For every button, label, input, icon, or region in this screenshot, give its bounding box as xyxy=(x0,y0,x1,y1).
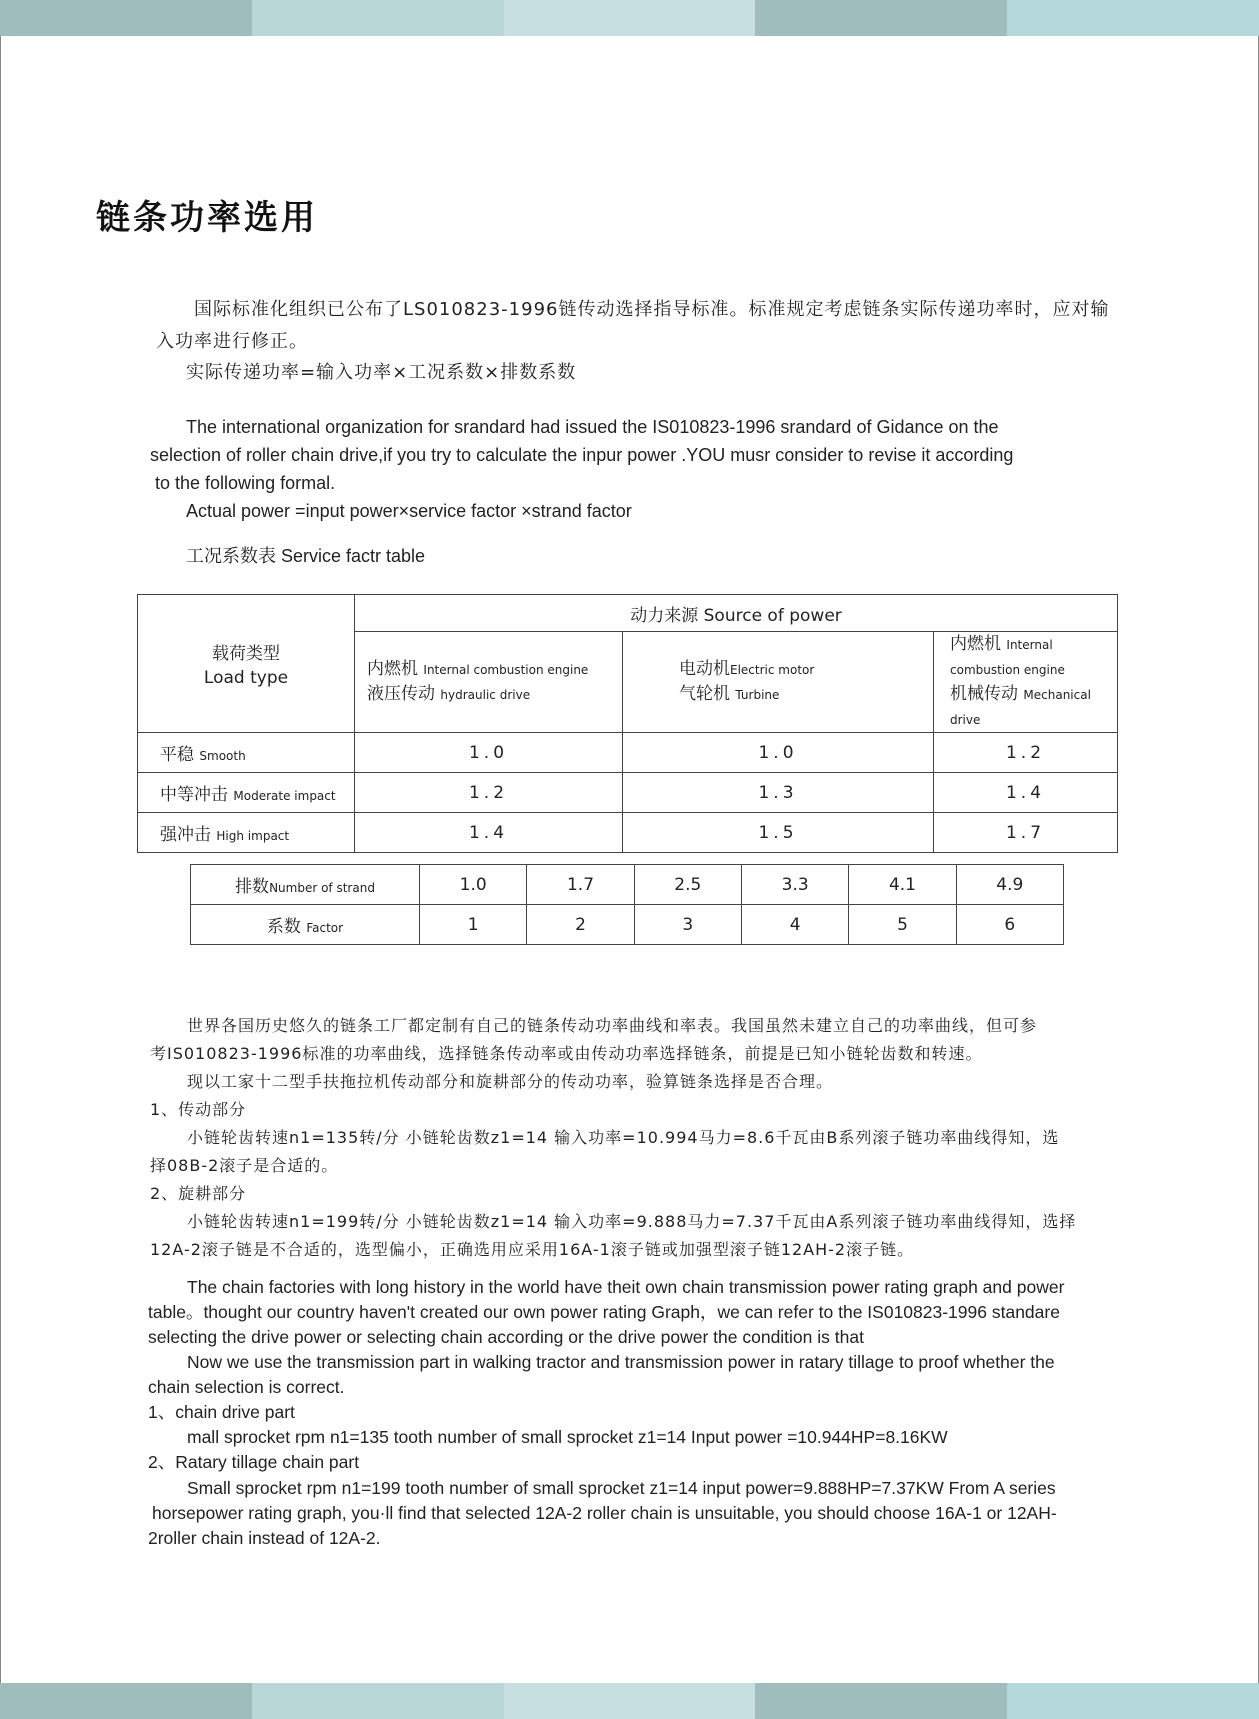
load-type-header xyxy=(138,595,355,733)
table-row xyxy=(191,865,1064,905)
body-cn-p2: 现以工家十二型手扶拖拉机传动部分和旋耕部分的传动功率，验算链条选择是否合理。 xyxy=(187,1072,834,1091)
strand-cell: 2.5 xyxy=(634,865,741,905)
factor-cell: 1.2 xyxy=(934,733,1118,773)
intro-cn-line2: 入功率进行修正。 xyxy=(156,331,308,352)
body-en-p1-line2: table。thought our country haven't created our own power rating Graph，we can refer to the IS010823-1996 standare xyxy=(148,1302,1060,1322)
body-cn-p1-line2: 考IS010823-1996标准的功率曲线，选择链条传动率或由传动功率选择链条，前提是已知小链轮齿数和转速。 xyxy=(150,1044,983,1063)
table-row xyxy=(138,813,1118,853)
intro-en-line2: selection of roller chain drive,if you try to calculate the inpur power .YOU musr consider to revise it according xyxy=(150,445,1014,465)
factor-cell: 1.2 xyxy=(355,773,623,813)
intro-en-line1: The international organization for srandard had issued the IS010823-1996 srandard of Gidance on the xyxy=(186,417,999,437)
factor-cell: 6 xyxy=(956,905,1063,945)
source-col-ic-mechanical: 内燃机 Internal combustion engine 机械传动 Mechanical drive xyxy=(934,632,1118,733)
body-en-heading1: 1、chain drive part xyxy=(148,1402,295,1422)
body-en-p1-line1: The chain factories with long history in the world have theit own chain transmission power rating graph and power xyxy=(187,1277,1065,1297)
source-of-power-header: 动力来源 Source of power xyxy=(355,595,1118,632)
body-cn-heading1: 1、传动部分 xyxy=(150,1100,247,1119)
intro-en-formula: Actual power =input power×service factor ×strand factor xyxy=(186,501,632,521)
body-cn-s1-line2: 择08B-2滚子是合适的。 xyxy=(150,1156,339,1175)
body-cn-s1-line1: 小链轮齿转速n1=135转/分 小链轮齿数z1=14 输入功率=10.994马力=8.6千瓦由B系列滚子链功率曲线得知，选 xyxy=(187,1128,1060,1147)
factor-cell: 1.0 xyxy=(355,733,623,773)
intro-en-line3: to the following formal. xyxy=(155,473,336,493)
load-label: 中等冲击 Moderate impact xyxy=(138,773,355,813)
page-title: 链条功率选用 xyxy=(96,198,318,238)
service-table-caption: 工况系数表 Service factr table xyxy=(186,546,426,566)
source-col-ic-hydraulic: 内燃机 Internal combustion engine 液压传动 hydraulic drive xyxy=(355,632,623,733)
strand-cell: 1.7 xyxy=(527,865,634,905)
strand-cell: 4.9 xyxy=(956,865,1063,905)
factor-label: 系数 Factor xyxy=(191,905,420,945)
bottom-color-band xyxy=(0,1683,1259,1719)
table-row xyxy=(191,905,1064,945)
body-cn-s2-line1: 小链轮齿转速n1=199转/分 小链轮齿数z1=14 输入功率=9.888马力=7.37千瓦由A系列滚子链功率曲线得知，选择 xyxy=(187,1212,1077,1231)
body-en-s2-line3: 2roller chain instead of 12A-2. xyxy=(148,1528,381,1548)
body-cn-p1-line1: 世界各国历史悠久的链条工厂都定制有自己的链条传动功率曲线和率表。我国虽然未建立自己的功率曲线，但可参 xyxy=(187,1016,1038,1035)
factor-cell: 3 xyxy=(634,905,741,945)
strand-cell: 4.1 xyxy=(849,865,956,905)
top-color-band xyxy=(0,0,1259,36)
factor-cell: 1 xyxy=(420,905,527,945)
factor-cell: 1.7 xyxy=(934,813,1118,853)
factor-cell: 1.0 xyxy=(623,733,934,773)
body-en-s2-line2: horsepower rating graph, you·ll find that selected 12A-2 roller chain is unsuitable, you should choose 16A-1 or 12AH- xyxy=(152,1503,1057,1523)
strand-factor-table xyxy=(190,864,1064,945)
table-row xyxy=(138,773,1118,813)
source-col-electric-turbine: 电动机Electric motor 气轮机 Turbine xyxy=(623,632,934,733)
strand-label: 排数Number of strand xyxy=(191,865,420,905)
body-en-s1: mall sprocket rpm n1=135 tooth number of small sprocket z1=14 Input power =10.944HP=8.16KW xyxy=(187,1427,948,1447)
factor-cell: 1.3 xyxy=(623,773,934,813)
body-en-p2-line2: chain selection is correct. xyxy=(148,1377,345,1397)
factor-cell: 1.5 xyxy=(623,813,934,853)
body-en-p2-line1: Now we use the transmission part in walking tractor and transmission power in ratary tillage to proof whether the xyxy=(187,1352,1055,1372)
body-en-s2-line1: Small sprocket rpm n1=199 tooth number of small sprocket z1=14 input power=9.888HP=7.37KW From A series xyxy=(187,1478,1056,1498)
strand-cell: 1.0 xyxy=(420,865,527,905)
factor-cell: 5 xyxy=(849,905,956,945)
load-label: 强冲击 High impact xyxy=(138,813,355,853)
factor-cell: 1.4 xyxy=(934,773,1118,813)
load-label: 平稳 Smooth xyxy=(138,733,355,773)
factor-cell: 1.4 xyxy=(355,813,623,853)
factor-cell: 2 xyxy=(527,905,634,945)
body-en-heading2: 2、Ratary tillage chain part xyxy=(148,1452,360,1472)
strand-cell: 3.3 xyxy=(741,865,848,905)
load-type-en: Load type xyxy=(203,668,289,688)
load-type-cn: 载荷类型 xyxy=(212,644,280,664)
service-factor-table xyxy=(137,594,1118,853)
body-en-p1-line3: selecting the drive power or selecting chain according or the drive power the condition is that xyxy=(148,1327,864,1347)
factor-cell: 4 xyxy=(741,905,848,945)
body-cn-s2-line2: 12A-2滚子链是不合适的，选型偏小，正确选用应采用16A-1滚子链或加强型滚子链12AH-2滚子链。 xyxy=(150,1240,915,1259)
body-cn-heading2: 2、旋耕部分 xyxy=(150,1184,247,1203)
table-row xyxy=(138,733,1118,773)
intro-cn-formula: 实际传递功率=输入功率×工况系数×排数系数 xyxy=(186,362,577,383)
intro-cn-line1: 国际标准化组织已公布了LS010823-1996链传动选择指导标准。标准规定考虑链条实际传递功率时，应对输 xyxy=(194,299,1110,320)
